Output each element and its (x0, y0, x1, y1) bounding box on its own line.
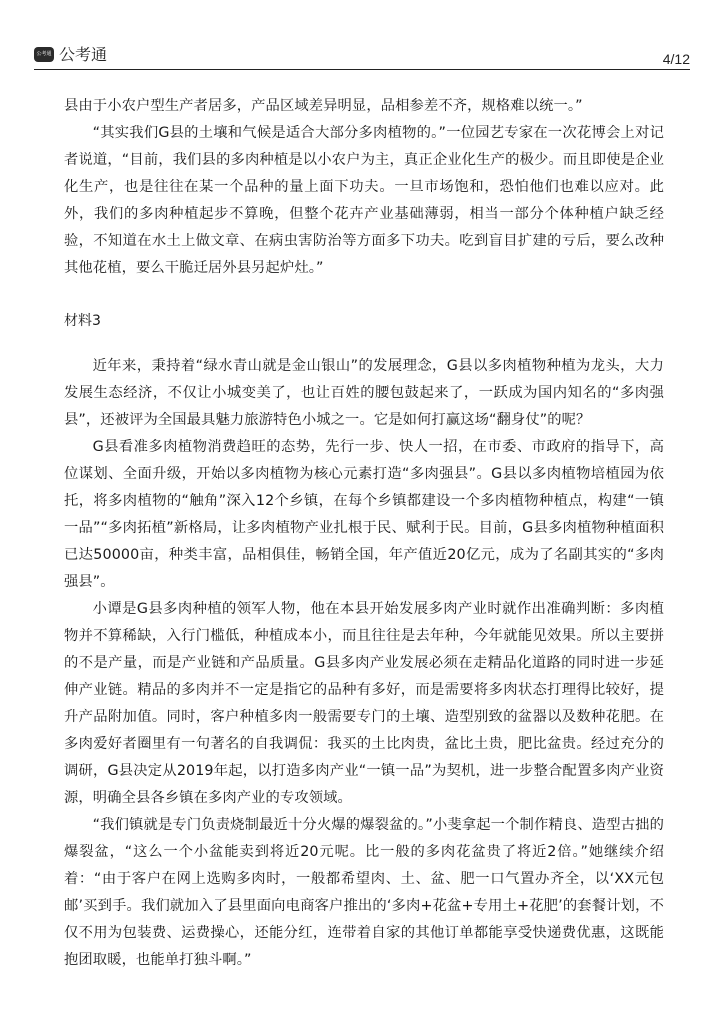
page-header (34, 44, 690, 70)
paragraph-town-quote: “我们镇就是专门负责烧制最近十分火爆的爆裂盆的。”小斐拿起一个制作精良、造型古拙的爆裂盆，“这么一个小盆能卖到将近20元呢。比一般的多肉花盆贵了将近2倍。”她继续介绍着：“由于客户在网上选购多肉时，一般都希望肉、土、盆、肥一口气置办齐全，以‘XX元包邮’买到手。我们就加入了县里面向电商客户推出的‘多肉+花盆+专用土+花肥’的套餐计划，不仅不用为包装费、运费操心，还能分红，连带着自家的其他订单都能享受快递费优惠，这既能抱团取暖，也能单打独斗啊。” (64, 817, 664, 968)
paragraph-strategy: G县看准多肉植物消费趋旺的态势，先行一步、快人一招，在市委、市政府的指导下，高位谋划、全面升级，开始以多肉植物为核心元素打造“多肉强县”。G县以多肉植物培植园为依托，将多肉植物的“触角”深入12个乡镇，在每个乡镇都建设一个多肉植物种植点，构建“一镇一品”“多肉拓植”新格局，让多肉植物产业扎根于民、赋利于民。目前，G县多肉植物种植面积已达50000亩，种类丰富，品相俱佳，畅销全国，年产值近20亿元，成为了名副其实的“多肉强县”。 (64, 439, 664, 590)
paragraph-expert-quote: “其实我们G县的土壤和气候是适合大部分多肉植物的。”一位园艺专家在一次花博会上对记者说道，“目前，我们县的多肉种植是以小农户为主，真正企业化生产的极少。而且即使是企业化生产，也是往往在某一个品种的量上面下功夫。一旦市场饱和，恐怕他们也难以应对。此外，我们的多肉种植起步不算晚，但整个花卉产业基础薄弱，相当一部分个体种植户缺乏经验，不知道在水土上做文章、在病虫害防治等方面多下功夫。吃到盲目扩建的亏后，要么改种其他花植，要么干脆迁居外县另起炉灶。” (64, 125, 664, 276)
brand-name: 公考通 (59, 45, 108, 64)
brand-logo-icon: 公考通 (34, 47, 54, 62)
paragraph-continued: 县由于小农户型生产者居多，产品区域差异明显，品相参差不齐，规格难以统一。” (64, 98, 583, 114)
paragraph-intro: 近年来，秉持着“绿水青山就是金山银山”的发展理念，G县以多肉植物种植为龙头，大力发展生态经济，不仅让小城变美了，也让百姓的腰包鼓起来了，一跃成为国内知名的“多肉强县”，还被评为全国最具魅力旅游特色小城之一。它是如何打赢这场“翻身仗”的呢？ (64, 358, 664, 428)
paragraph-leader: 小谭是G县多肉种植的领军人物，他在本县开始发展多肉产业时就作出准确判断：多肉植物并不算稀缺，入行门槛低，种植成本小，而且往往是去年种，今年就能见效果。所以主要拼的不是产量，而是产业链和产品质量。G县多肉产业发展必须在走精品化道路的同时进一步延伸产业链。精品的多肉并不一定是指它的品种有多好，而是需要将多肉状态打理得比较好，提升产品附加值。同时，客户种植多肉一般需要专门的土壤、造型别致的盆器以及数种花肥。在多肉爱好者圈里有一句著名的自我调侃：我买的土比肉贵，盆比土贵，肥比盆贵。经过充分的调研，G县决定从2019年起，以打造多肉产业“一镇一品”为契机，进一步整合配置多肉产业资源，明确全县各乡镇在多肉产业的专攻领域。 (64, 601, 664, 806)
section-title: 材料3 (64, 313, 101, 329)
page-number: 4/12 (662, 51, 690, 67)
header-divider (34, 69, 690, 70)
document-body (64, 93, 664, 974)
